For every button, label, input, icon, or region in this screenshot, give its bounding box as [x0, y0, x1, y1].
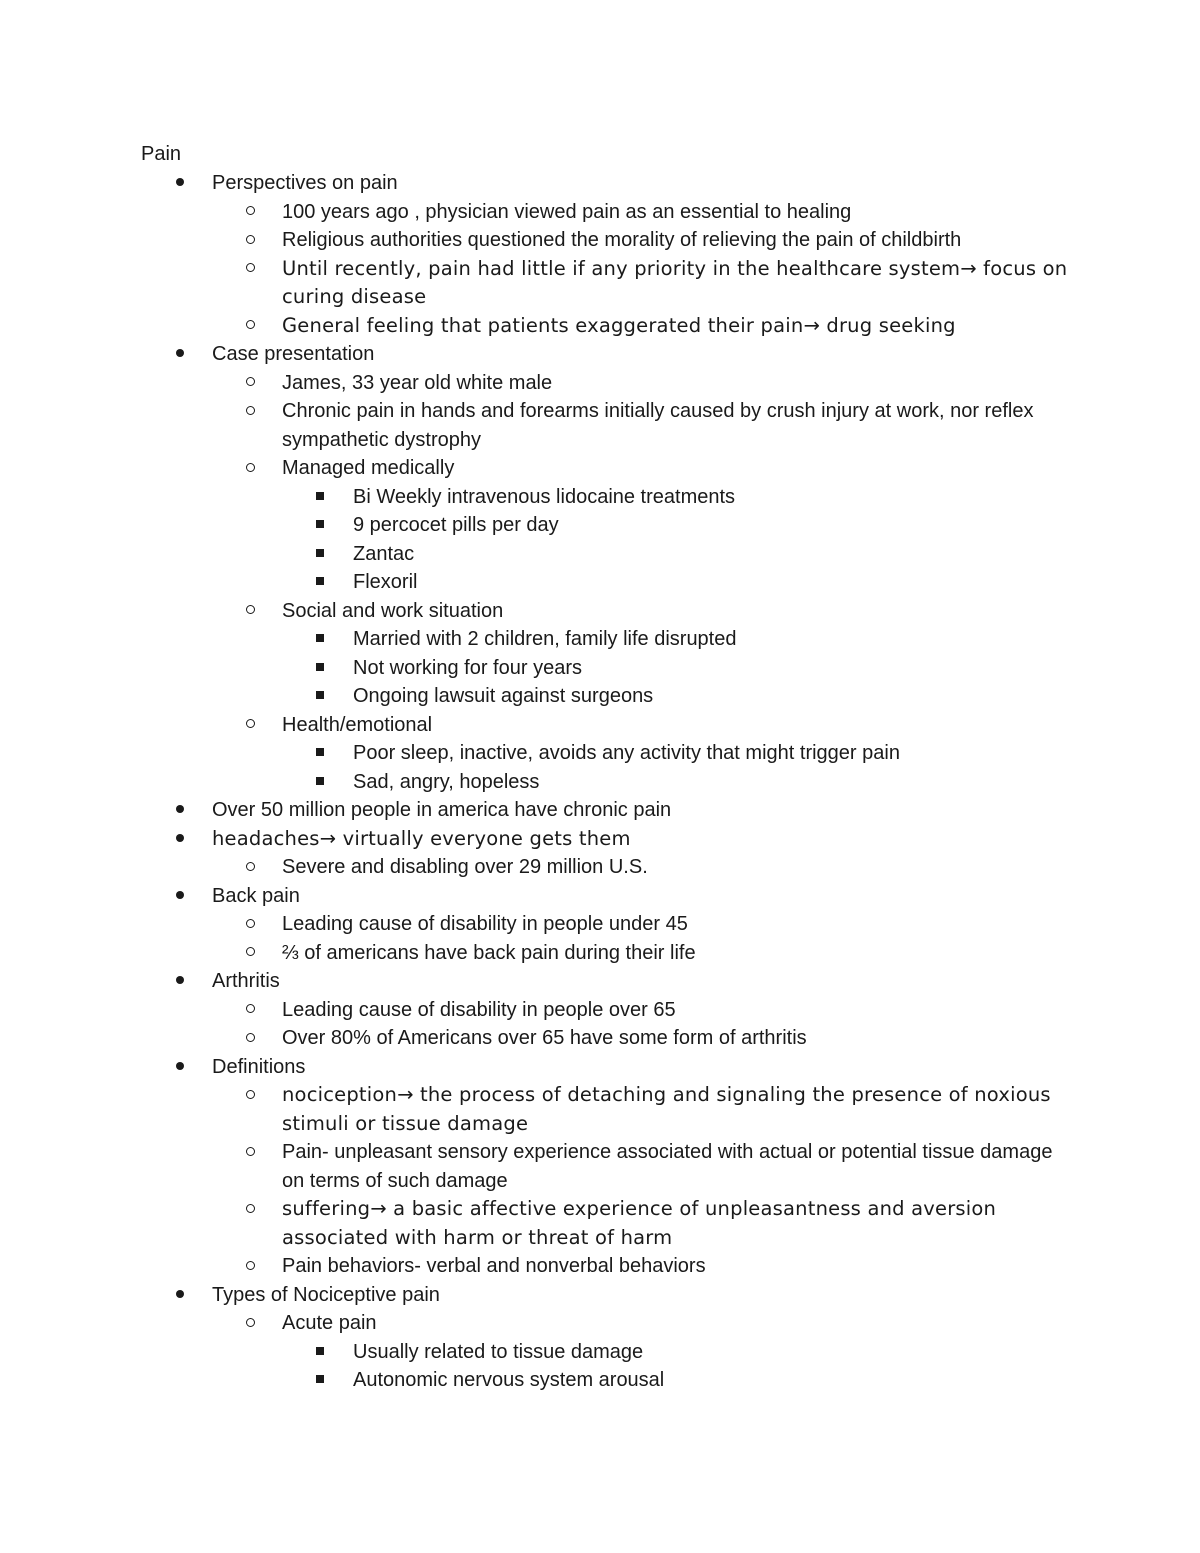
list-item: [0, 1252, 1200, 1281]
bullet-circle-icon: [246, 1252, 260, 1281]
list-item: [0, 1281, 1200, 1310]
page-title: Pain: [141, 143, 182, 165]
bullet-circle-icon: [246, 711, 260, 740]
list-item: [0, 454, 1200, 483]
list-item: [0, 1081, 1200, 1138]
list-item-text: James, 33 year old white male: [282, 371, 553, 394]
bullet-disc-icon: [176, 796, 190, 825]
list-item-text: Religious authorities questioned the morality of relieving the pain of childbirth: [282, 229, 962, 251]
bullet-disc-icon: [176, 1281, 190, 1310]
bullet-disc-icon: [176, 882, 190, 911]
bullet-disc-icon: [176, 1053, 190, 1082]
bullet-circle-icon: [246, 312, 260, 341]
bullet-square-icon: [316, 511, 330, 540]
bullet-square-icon: [316, 739, 330, 768]
list-item: [0, 369, 1200, 398]
bullet-circle-icon: [246, 597, 260, 626]
bullet-square-icon: [316, 540, 330, 569]
list-item-text: Social and work situation: [282, 599, 504, 622]
list-item-text: Poor sleep, inactive, avoids any activity that might trigger pain: [353, 742, 900, 764]
bullet-square-icon: [316, 682, 330, 711]
list-item: [0, 597, 1200, 626]
list-item: [0, 483, 1200, 512]
list-item-text: Arthritis: [212, 970, 280, 992]
list-item: [0, 853, 1200, 882]
list-item: [0, 340, 1200, 369]
bullet-circle-icon: [246, 198, 260, 227]
list-item-text: suffering→ a basic affective experience of unpleasantness and aversion associated with harm or threat of harm: [282, 1197, 997, 1249]
notes-list: [0, 169, 1200, 1395]
list-item: [0, 1366, 1200, 1395]
list-item: [0, 511, 1200, 540]
list-item-text: Severe and disabling over 29 million U.S.: [282, 856, 648, 878]
bullet-circle-icon: [246, 853, 260, 882]
bullet-square-icon: [316, 483, 330, 512]
bullet-circle-icon: [246, 1309, 260, 1338]
bullet-square-icon: [316, 654, 330, 683]
list-item-text: Leading cause of disability in people under 45: [282, 913, 688, 935]
bullet-disc-icon: [176, 967, 190, 996]
list-item-text: Ongoing lawsuit against surgeons: [353, 685, 654, 707]
list-item-text: 100 years ago , physician viewed pain as an essential to healing: [282, 200, 852, 223]
list-item: [0, 1195, 1200, 1252]
list-item: [0, 939, 1200, 968]
list-item-text: Over 50 million people in america have chronic pain: [212, 799, 672, 821]
list-item: [0, 996, 1200, 1025]
list-item-text: Not working for four years: [353, 656, 582, 679]
list-item: [0, 825, 1200, 854]
list-item: [0, 540, 1200, 569]
bullet-circle-icon: [246, 939, 260, 968]
list-item: [0, 397, 1200, 454]
list-item: [0, 1024, 1200, 1053]
list-item: [0, 910, 1200, 939]
list-item-text: General feeling that patients exaggerated their pain→ drug seeking: [282, 313, 956, 337]
list-item: [0, 625, 1200, 654]
list-item-text: Until recently, pain had little if any priority in the healthcare system→ focus on curing disease: [282, 256, 1068, 308]
bullet-circle-icon: [246, 255, 260, 284]
list-item: [0, 711, 1200, 740]
list-item: [0, 768, 1200, 797]
list-item-text: Over 80% of Americans over 65 have some form of arthritis: [282, 1027, 807, 1049]
list-item-text: Chronic pain in hands and forearms initially caused by crush injury at work, nor reflex sympathetic dystrophy: [282, 400, 1034, 451]
bullet-circle-icon: [246, 910, 260, 939]
list-item: [0, 739, 1200, 768]
list-item-text: Perspectives on pain: [212, 172, 398, 194]
list-item-text: Leading cause of disability in people over 65: [282, 998, 676, 1021]
bullet-square-icon: [316, 568, 330, 597]
list-item: [0, 796, 1200, 825]
list-item-text: ⅔ of americans have back pain during their life: [282, 941, 696, 964]
list-item-text: Types of Nociceptive pain: [212, 1283, 440, 1306]
list-item-text: Zantac: [353, 542, 415, 565]
list-item-text: Managed medically: [282, 457, 455, 479]
bullet-circle-icon: [246, 369, 260, 398]
list-item: [0, 654, 1200, 683]
list-item-text: Health/emotional: [282, 713, 433, 736]
bullet-square-icon: [316, 768, 330, 797]
list-item-text: Flexoril: [353, 571, 418, 593]
list-item-text: headaches→ virtually everyone gets them: [212, 826, 631, 850]
list-item: [0, 568, 1200, 597]
list-item-text: Sad, angry, hopeless: [353, 770, 540, 793]
bullet-circle-icon: [246, 454, 260, 483]
list-item-text: 9 percocet pills per day: [353, 514, 559, 536]
bullet-circle-icon: [246, 1081, 260, 1110]
list-item-text: Case presentation: [212, 343, 375, 365]
list-item-text: Bi Weekly intravenous lidocaine treatments: [353, 485, 736, 508]
bullet-square-icon: [316, 1366, 330, 1395]
list-item: [0, 967, 1200, 996]
list-item: [0, 1338, 1200, 1367]
bullet-circle-icon: [246, 397, 260, 426]
bullet-disc-icon: [176, 169, 190, 198]
bullet-circle-icon: [246, 1195, 260, 1224]
list-item: [0, 312, 1200, 341]
bullet-circle-icon: [246, 1024, 260, 1053]
list-item-text: Back pain: [212, 884, 300, 907]
bullet-circle-icon: [246, 996, 260, 1025]
list-item: [0, 255, 1200, 312]
list-item-text: Pain behaviors- verbal and nonverbal behaviors: [282, 1255, 706, 1277]
list-item-text: Married with 2 children, family life disrupted: [353, 628, 737, 650]
list-item-text: Usually related to tissue damage: [353, 1340, 644, 1363]
list-item-text: nociception→ the process of detaching and signaling the presence of noxious stimuli or tissue damage: [282, 1083, 1051, 1135]
list-item: [0, 1053, 1200, 1082]
bullet-square-icon: [316, 1338, 330, 1367]
bullet-circle-icon: [246, 1138, 260, 1167]
list-item: [0, 226, 1200, 255]
list-item: [0, 1309, 1200, 1338]
list-item-text: Pain- unpleasant sensory experience associated with actual or potential tissue damage on terms of such damage: [282, 1141, 1053, 1192]
list-item: [0, 1138, 1200, 1195]
list-item-text: Autonomic nervous system arousal: [353, 1369, 665, 1391]
list-item: [0, 169, 1200, 198]
list-item: [0, 682, 1200, 711]
list-item: [0, 198, 1200, 227]
bullet-disc-icon: [176, 825, 190, 854]
list-item-text: Acute pain: [282, 1312, 377, 1334]
bullet-circle-icon: [246, 226, 260, 255]
list-item: [0, 882, 1200, 911]
bullet-square-icon: [316, 625, 330, 654]
list-item-text: Definitions: [212, 1055, 306, 1078]
bullet-disc-icon: [176, 340, 190, 369]
